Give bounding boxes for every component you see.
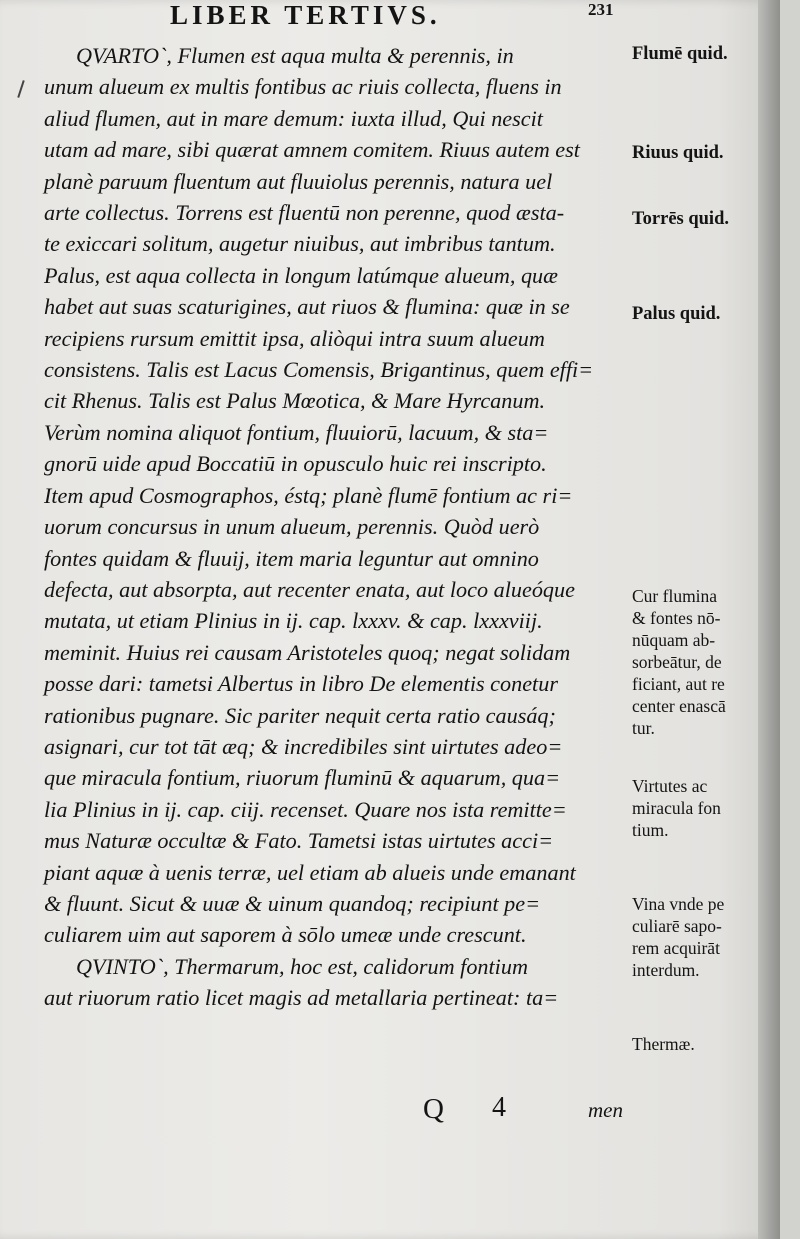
margin-note-flumina: Cur flumina & fontes nō- nūquam ab- sorbeātur, de ficiant, aut re center enascā tur. bbox=[632, 586, 726, 738]
text-line: posse dari: tametsi Albertus in libro De elementis conetur bbox=[44, 671, 558, 697]
catchword: men bbox=[588, 1098, 623, 1122]
text-line: cit Rhenus. Talis est Palus Mœotica, & Mare Hyrcanum. bbox=[44, 388, 546, 414]
text-line: arte collectus. Torrens est fluentū non perenne, quod æsta- bbox=[44, 200, 565, 226]
text-line: planè paruum fluentum aut fluuiolus perennis, natura uel bbox=[44, 168, 553, 194]
text-line: aut riuorum ratio licet magis ad metallaria pertineat: ta= bbox=[44, 985, 559, 1011]
text-line: te exiccari solitum, augetur niuibus, aut imbribus tantum. bbox=[44, 231, 556, 257]
text-line: Verùm nomina aliquot fontium, fluuiorū, lacuum, & sta= bbox=[44, 419, 549, 445]
margin-note-vina: Vina vnde pe culiarē sapo- rem acquirāt interdum. bbox=[632, 894, 725, 980]
text-line: & fluunt. Sicut & uuæ & uinum quandoq; recipiunt pe= bbox=[44, 890, 541, 916]
text-line: consistens. Talis est Lacus Comensis, Brigantinus, quem effi= bbox=[44, 357, 594, 383]
text-line: utam ad mare, sibi quærat amnem comitem. Riuus autem est bbox=[44, 137, 580, 163]
text-line: mutata, ut etiam Plinius in ij. cap. lxxxv. & cap. lxxxviij. bbox=[44, 608, 543, 634]
margin-note-palus: Palus quid. bbox=[632, 304, 721, 324]
text-line: QVINTO`, Thermarum, hoc est, calidorum fontium bbox=[76, 953, 528, 979]
text-line: rationibus pugnare. Sic pariter nequit certa ratio causáq; bbox=[44, 702, 556, 728]
text-line: gnorū uide apud Boccatiū in opusculo huic rei inscripto. bbox=[44, 451, 547, 477]
margin-note-virtutes: Virtutes ac miracula fon tium. bbox=[632, 776, 721, 840]
text-line: asignari, cur tot tāt æq; & incredibiles sint uirtutes adeo= bbox=[44, 733, 563, 759]
ink-stroke-mark bbox=[17, 80, 24, 98]
text-line: habet aut suas scaturigines, aut riuos & flumina: quæ in se bbox=[44, 294, 570, 320]
text-line: culiarem uim aut saporem à sōlo umeæ unde crescunt. bbox=[44, 922, 527, 948]
margin-note-thermae: Thermæ. bbox=[632, 1034, 695, 1054]
margin-note-torrens: Torrēs quid. bbox=[632, 209, 729, 229]
text-line: Item apud Cosmographos, éstq; planè flumē fontium ac ri= bbox=[44, 482, 573, 508]
margin-note-riuus: Riuus quid. bbox=[632, 143, 724, 163]
text-line: unum alueum ex multis fontibus ac riuis collecta, fluens in bbox=[44, 74, 562, 100]
text-line: uorum concursus in unum alueum, perennis. Quòd uerò bbox=[44, 514, 540, 540]
text-line: piant aquæ à uenis terræ, uel etiam ab alueis unde emanant bbox=[44, 859, 576, 885]
text-line: defecta, aut absorpta, aut recenter enata, aut loco alueóque bbox=[44, 576, 575, 602]
text-line: Palus, est aqua collecta in longum latúmque alueum, quæ bbox=[44, 262, 558, 288]
text-line: aliud flumen, aut in mare demum: iuxta illud, Qui nescit bbox=[44, 105, 543, 131]
signature-letter: Q bbox=[423, 1093, 444, 1125]
text-line: meminit. Huius rei causam Aristoteles quoq; negat solidam bbox=[44, 639, 571, 665]
text-line: mus Naturæ occultæ & Fato. Tametsi istas uirtutes acci= bbox=[44, 828, 554, 854]
text-line: recipiens rursum emittit ipsa, aliòqui intra suum alueum bbox=[44, 325, 545, 351]
signature-number: 4 bbox=[492, 1092, 506, 1123]
running-head: LIBER TERTIVS. bbox=[170, 0, 441, 30]
text-line: fontes quidam & fluuij, item maria leguntur aut omnino bbox=[44, 545, 539, 571]
main-text-block bbox=[44, 40, 626, 1014]
page-number: 231 bbox=[588, 0, 614, 19]
text-line: QVARTO`, Flumen est aqua multa & perennis, in bbox=[76, 43, 514, 68]
margin-note-flumen: Flumē quid. bbox=[632, 44, 728, 64]
text-line: que miracula fontium, riuorum fluminū & aquarum, qua= bbox=[44, 765, 561, 791]
text-line: lia Plinius in ij. cap. ciij. recenset. Quare nos ista remitte= bbox=[44, 796, 567, 822]
